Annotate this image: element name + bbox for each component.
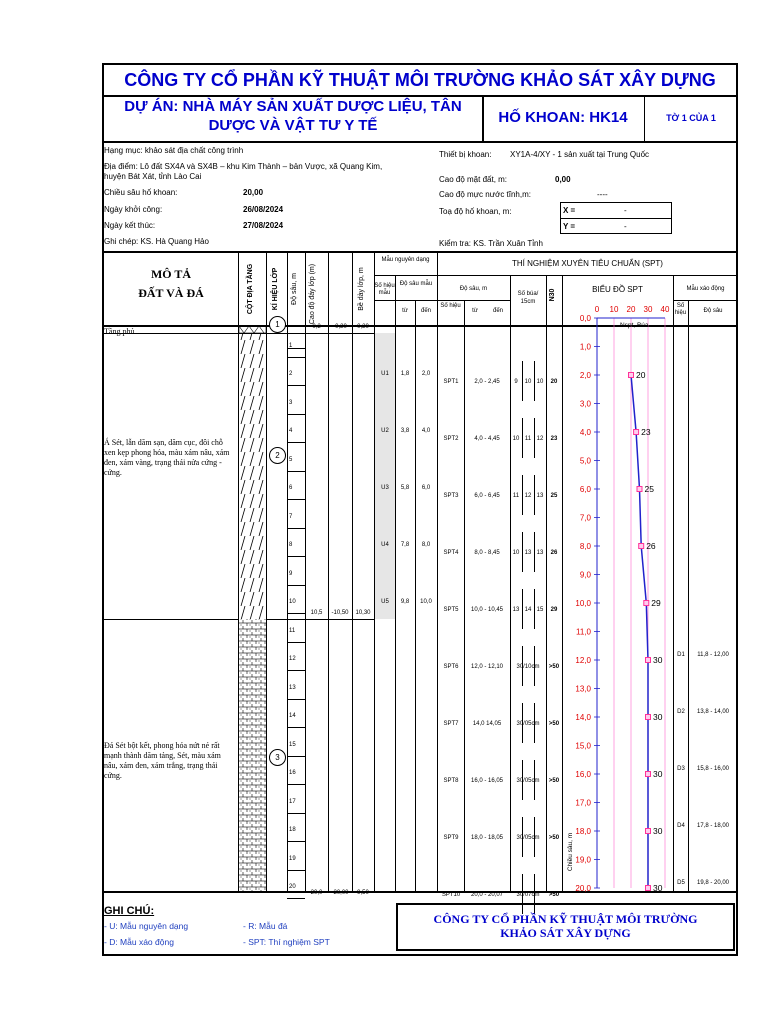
depth-tick-line [287, 642, 305, 643]
chart-y-tick: 11,0 [576, 627, 591, 637]
n30-header: N30 [549, 288, 556, 302]
depth-tick: 3 [289, 399, 293, 406]
depth-tick-line [287, 898, 305, 899]
project-title: DỰ ÁN: NHÀ MÁY SẢN XUẤT DƯỢC LIỆU, TÂN DƯỢC VÀ VẬT TƯ Y TẾ [124, 98, 462, 134]
spt-range: 18,0 - 18,05 [470, 835, 504, 841]
spt-blow-2: 14 [524, 607, 532, 613]
spt-blow-2: 10 [524, 379, 532, 385]
chart-x-tick: 20 [626, 305, 636, 314]
disturbed-id: D3 [677, 766, 685, 772]
spt-point [629, 373, 634, 378]
depth-tick: 18 [289, 827, 296, 833]
depth-tick: 5 [289, 456, 293, 463]
disturbed-range: 17,8 - 18,00 [696, 823, 730, 829]
depth-tick: 2 [289, 371, 293, 377]
depth-tick-line [287, 414, 305, 415]
chart-y-tick: 7,0 [579, 513, 591, 523]
equipment-value: XY1A-4/XY - 1 sản xuất tại Trung Quốc [510, 150, 650, 159]
spt-blow-divider [534, 589, 535, 629]
chart-x-tick: 40 [660, 305, 670, 314]
spt-blow-1: 9 [514, 379, 518, 385]
spt-id: SPT1 [443, 379, 459, 385]
spt-n30: >50 [548, 835, 560, 841]
spt-id: SPT10 [441, 892, 461, 898]
layer-1-thick: 0,20 [357, 324, 369, 330]
depth-tick: 7 [289, 513, 293, 520]
chart-y-tick: 16,0 [575, 770, 591, 779]
depth-tick: 10 [289, 599, 296, 605]
spt-blow-divider [522, 646, 523, 686]
dist-no-header: Số hiệu [674, 303, 687, 316]
depth-tick: 4 [289, 428, 293, 434]
spt-depth-header: Độ sâu, m [459, 286, 488, 292]
sample-no-header: Số hiệu mẫu [374, 283, 395, 296]
spt-point [637, 487, 642, 492]
spt-point [644, 601, 649, 606]
spt-n30: >50 [548, 892, 560, 898]
end-value: 27/08/2024 [243, 221, 284, 230]
depth-tick-line [287, 499, 305, 500]
spt-range: 16,0 - 16,05 [470, 778, 504, 784]
spt-point-label: 30 [653, 655, 663, 665]
spt-blow-divider [534, 646, 535, 686]
x-value: - [624, 206, 627, 215]
chart-y-tick: 14,0 [575, 713, 591, 722]
spt-chart [562, 295, 673, 895]
spt-blow-1: 11 [512, 493, 520, 499]
chart-y-tick: 3,0 [579, 399, 591, 409]
depth-tick-line [287, 784, 305, 785]
info-location-1: Địa điểm: Lô đất SX4A và SX4B – khu Kim Thành – bản Vược, xã Quang Kim, [104, 162, 383, 171]
note-d: - D: Mẫu xáo động [104, 937, 174, 947]
spt-id: SPT6 [443, 664, 459, 670]
spt-blow-divider [522, 361, 523, 401]
depth-tick: 14 [289, 713, 296, 719]
spt-blows: 30/07cm [516, 892, 540, 898]
spt-id: SPT4 [443, 550, 459, 556]
depth-tick: 8 [289, 542, 293, 548]
depth-tick: 9 [289, 570, 293, 577]
col-thick-header: Bề dày lớp, m [358, 267, 365, 311]
spt-range: 12,0 - 12,10 [470, 664, 504, 670]
spt-point-label: 29 [651, 598, 661, 608]
chart-y-tick: 20,0 [575, 884, 591, 893]
elevation-label: Cao độ mặt đất, m: [439, 175, 508, 184]
y-value: - [624, 222, 627, 231]
spt-range: 6,0 - 6,45 [474, 493, 500, 499]
col-depth-header: Độ sâu, m [291, 273, 298, 305]
undisturbed-to: 2,0 [421, 371, 431, 377]
undisturbed-id: U1 [381, 371, 389, 377]
spt-n30: >50 [548, 721, 560, 727]
note-writer: Ghi chép: KS. Hà Quang Hảo [104, 237, 209, 246]
spt-blow-2: 12 [524, 493, 532, 499]
layer-1-depth: 0,2 [312, 324, 321, 330]
note-r: - R: Mẫu đá [243, 921, 288, 931]
equipment-label: Thiết bị khoan: [439, 150, 492, 159]
spt-blow-divider [534, 361, 535, 401]
depth-tick: 17 [289, 798, 296, 805]
undisturbed-id: U3 [381, 485, 389, 491]
undisturbed-to: 8,0 [421, 542, 431, 548]
end-label: Ngày kết thúc: [104, 221, 156, 230]
spt-id: SPT3 [443, 493, 459, 499]
depth-tick: 20 [289, 884, 296, 890]
checker: Kiểm tra: KS. Trần Xuân Tỉnh [439, 239, 543, 248]
chart-y-tick: 9,0 [579, 570, 591, 580]
spt-range: 2,0 - 2,45 [474, 379, 500, 385]
depth-label: Chiều sâu hố khoan: [104, 188, 178, 197]
spt-point [634, 430, 639, 435]
chart-x-tick: 0 [594, 305, 600, 314]
chart-y-tick: 15,0 [575, 741, 591, 751]
spt-point-label: 30 [653, 769, 663, 779]
layer-1-desc: Tầng phủ. [104, 327, 137, 336]
spt-blow-1: 10 [512, 436, 520, 442]
spt-n30: 26 [550, 550, 558, 556]
spt-blow-3: 13 [536, 550, 544, 556]
depth-tick-line [287, 699, 305, 700]
chart-y-tick: 0,0 [579, 314, 591, 323]
depth-tick-line [287, 442, 305, 443]
chart-y-tick: 13,0 [575, 684, 591, 694]
depth-tick-line [287, 727, 305, 728]
depth-tick-line [287, 585, 305, 586]
y-label: Y = [563, 222, 576, 231]
water-label: Cao độ mực nước tĩnh,m: [439, 190, 531, 199]
footer-company: CÔNG TY CỔ PHẦN KỸ THUẬT MÔI TRƯỜNG KHẢO SÁT XÂY DỰNG [433, 912, 698, 940]
spt-blow-divider [534, 475, 535, 515]
depth-tick-line [287, 357, 305, 358]
to-header: đến [420, 308, 431, 314]
spt-blow-divider [534, 418, 535, 458]
spt-id: SPT9 [443, 835, 459, 841]
undisturbed-to: 6,0 [421, 485, 431, 491]
spt-blow-divider [522, 817, 523, 857]
spt-to-header: đến [492, 308, 503, 314]
undisturbed-id: U5 [381, 599, 389, 605]
spt-blow-divider [522, 589, 523, 629]
depth-tick: 13 [289, 684, 296, 691]
undisturbed-header: Mẫu nguyên dạng [381, 257, 430, 263]
depth-tick: 15 [289, 741, 296, 748]
spt-blow-2: 11 [524, 436, 532, 442]
chart-y-tick: 10,0 [575, 599, 591, 608]
spt-n30: >50 [548, 664, 560, 670]
layer-3-marker: 3 [269, 749, 286, 766]
layer-1-marker: 1 [269, 316, 286, 333]
layer-3-thick: 9,50 [357, 890, 369, 896]
borehole-id: HỐ KHOAN: HK14 [498, 109, 628, 126]
layer-3-bottom: -20,00 [331, 890, 349, 896]
depth-tick-line [287, 385, 305, 386]
chart-y-tick: 4,0 [579, 428, 591, 437]
chart-y-tick: 1,0 [579, 342, 591, 352]
disturbed-id: D1 [677, 652, 685, 658]
notes-title: GHI CHÚ: [104, 905, 155, 917]
chart-y-tick: 2,0 [579, 371, 591, 380]
spt-blows: 30/05cm [516, 721, 540, 727]
chart-header: BIỂU ĐỒ SPT [592, 285, 643, 294]
chart-x-tick: 30 [643, 305, 653, 314]
depth-tick: 11 [289, 627, 296, 634]
layer-1-bottom: -0,20 [333, 324, 347, 330]
spt-point [646, 772, 651, 777]
undisturbed-from: 7,8 [400, 542, 410, 548]
chart-y-tick: 18,0 [575, 827, 591, 836]
disturbed-id: D4 [677, 823, 685, 829]
chart-y-tick: 8,0 [579, 542, 591, 551]
spt-no-header: Số hiệu [440, 303, 461, 309]
spt-blow-1: 13 [512, 607, 520, 613]
spt-point-label: 30 [653, 826, 663, 836]
elevation-value: 0,00 [555, 175, 571, 184]
chart-x-axis-label: Nspt, Búa [620, 322, 649, 329]
spt-blows: 30/05cm [516, 778, 540, 784]
spt-id: SPT7 [443, 721, 459, 727]
spt-point-label: 23 [641, 427, 651, 437]
layer-2-bottom: -10,50 [331, 610, 349, 616]
layer-3-depth: 20,0 [310, 890, 323, 896]
spt-from-header: từ [472, 308, 478, 314]
note-u: - U: Mẫu nguyên dạng [104, 921, 189, 931]
blows-header: Số búa/ 15cm [517, 291, 539, 305]
water-value: ---- [597, 190, 608, 199]
x-label: X = [563, 206, 576, 215]
depth-tick-line [287, 471, 305, 472]
spt-blow-2: 13 [524, 550, 532, 556]
depth-tick-line [287, 870, 305, 871]
spt-point [639, 544, 644, 549]
start-value: 26/08/2024 [243, 205, 284, 214]
spt-blow-divider [534, 532, 535, 572]
spt-blow-divider [522, 760, 523, 800]
spt-blow-divider [534, 760, 535, 800]
disturbed-id: D2 [677, 709, 685, 715]
depth-tick: 19 [289, 855, 296, 862]
spt-blows: 30/05cm [516, 835, 540, 841]
spt-blows: 30/10cm [516, 664, 540, 670]
spt-point-label: 25 [644, 484, 654, 494]
chart-y-tick: 17,0 [575, 798, 591, 808]
depth-tick-line [287, 528, 305, 529]
layer-2-desc: Á Sét, lẫn dăm sạn, dăm cục, đôi chỗ xen kẹp phong hóa, màu xám nâu, xám đen, xám vàng, trạng thái nửa cứng - cứng. [104, 438, 230, 477]
spt-blow-divider [522, 475, 523, 515]
sheet-number: TỜ 1 CỦA 1 [666, 113, 716, 123]
spt-range: 14,0 14,05 [472, 721, 502, 727]
chart-y-tick: 6,0 [579, 485, 591, 494]
spt-point-label: 30 [653, 883, 663, 893]
spt-n30: 25 [550, 493, 558, 499]
undisturbed-to: 10,0 [420, 599, 432, 605]
spt-point [646, 658, 651, 663]
undisturbed-to: 4,0 [421, 428, 431, 434]
disturbed-range: 19,8 - 20,00 [696, 880, 730, 886]
spt-n30: >50 [548, 778, 560, 784]
layer-3-desc: Đá Sét bột kết, phong hóa nứt nẻ rất mạnh thành dăm tảng, Sét, màu xám nâu, xám đen, xám trắng, trạng thái cứng. [104, 741, 221, 780]
undisturbed-from: 1,8 [400, 371, 410, 377]
spt-blow-divider [522, 418, 523, 458]
depth-tick-line [287, 670, 305, 671]
spt-id: SPT5 [443, 607, 459, 613]
depth-tick: 1 [289, 342, 293, 349]
spt-range: 10,0 - 10,45 [470, 607, 504, 613]
depth-tick: 16 [289, 770, 296, 776]
chart-y-tick: 19,0 [575, 855, 591, 865]
disturbed-id: D5 [677, 880, 685, 886]
info-item: Hạng mục: khảo sát địa chất công trình [104, 146, 244, 155]
sample-depth-header: Độ sâu mẫu [399, 281, 433, 287]
spt-series-line [631, 375, 648, 888]
spt-id: SPT8 [443, 778, 459, 784]
depth-tick-line [287, 756, 305, 757]
col-layer-header: KÍ HIỆU LỚP [272, 267, 279, 311]
spt-range: 8,0 - 8,45 [474, 550, 500, 556]
layer-2-marker: 2 [269, 447, 286, 464]
spt-blow-3: 13 [536, 493, 544, 499]
depth-tick: 12 [289, 656, 296, 662]
spt-point-label: 30 [653, 712, 663, 722]
chart-y-tick: 5,0 [579, 456, 591, 466]
layer-2-depth: 10,5 [310, 610, 323, 616]
spt-point [646, 829, 651, 834]
dist-depth-header: Độ sâu [703, 308, 723, 314]
spt-blow-divider [522, 703, 523, 743]
from-header: từ [402, 308, 408, 314]
spt-n30: 20 [550, 379, 558, 385]
layer-2-thick: 10,30 [355, 610, 371, 616]
spt-title: THÍ NGHIỆM XUYÊN TIÊU CHUẨN (SPT) [512, 259, 663, 268]
spt-blow-3: 12 [536, 436, 544, 442]
spt-range: 20,0 - 20,07 [470, 892, 504, 898]
spt-id: SPT2 [443, 436, 459, 442]
undisturbed-from: 5,8 [400, 485, 410, 491]
spt-blow-divider [534, 703, 535, 743]
spt-point [646, 715, 651, 720]
note-spt: - SPT: Thí nghiệm SPT [243, 937, 330, 947]
spt-n30: 29 [550, 607, 558, 613]
chart-y-axis-label: Chiều sâu, m [567, 832, 574, 872]
spt-point-label: 26 [646, 541, 656, 551]
start-label: Ngày khởi công: [104, 205, 163, 214]
spt-point [646, 886, 651, 891]
spt-blow-1: 10 [512, 550, 520, 556]
desc-header: MÔ TẢ ĐẤT VÀ ĐÁ [138, 267, 204, 300]
chart-x-tick: 10 [609, 305, 619, 314]
depth-tick: 6 [289, 485, 293, 491]
depth-value: 20,00 [243, 188, 264, 197]
info-location-2: huyện Bát Xát, tỉnh Lào Cai [104, 172, 202, 181]
depth-tick-line [287, 556, 305, 557]
undisturbed-id: U4 [381, 542, 389, 548]
undisturbed-id: U2 [381, 428, 389, 434]
undisturbed-from: 9,8 [400, 599, 410, 605]
spt-blow-divider [522, 532, 523, 572]
disturbed-range: 15,8 - 16,00 [696, 766, 730, 772]
spt-point-label: 20 [636, 370, 646, 380]
spt-blow-3: 15 [536, 607, 544, 613]
spt-range: 4,0 - 4,45 [474, 436, 500, 442]
spt-blow-3: 10 [536, 379, 544, 385]
spt-n30: 23 [550, 436, 558, 442]
depth-tick-line [287, 613, 305, 614]
disturbed-range: 13,8 - 14,00 [696, 709, 730, 715]
depth-tick-line [287, 841, 305, 842]
strata-column [239, 326, 266, 891]
disturbed-range: 11,8 - 12,00 [697, 652, 729, 658]
coord-label: Toạ độ hố khoan, m: [439, 207, 512, 216]
spt-blow-divider [534, 817, 535, 857]
col-strata-header: CỘT ĐỊA TẦNG [247, 263, 254, 315]
col-bottom-header: Cao độ đáy lớp (m) [309, 263, 316, 325]
disturbed-header: Mẫu xáo động [686, 286, 725, 292]
company-title: CÔNG TY CỔ PHẦN KỸ THUẬT MÔI TRƯỜNG KHẢO SÁT XÂY DỰNG [124, 70, 716, 90]
undisturbed-from: 3,8 [400, 428, 410, 434]
depth-tick-line [287, 813, 305, 814]
chart-y-tick: 12,0 [575, 656, 591, 665]
